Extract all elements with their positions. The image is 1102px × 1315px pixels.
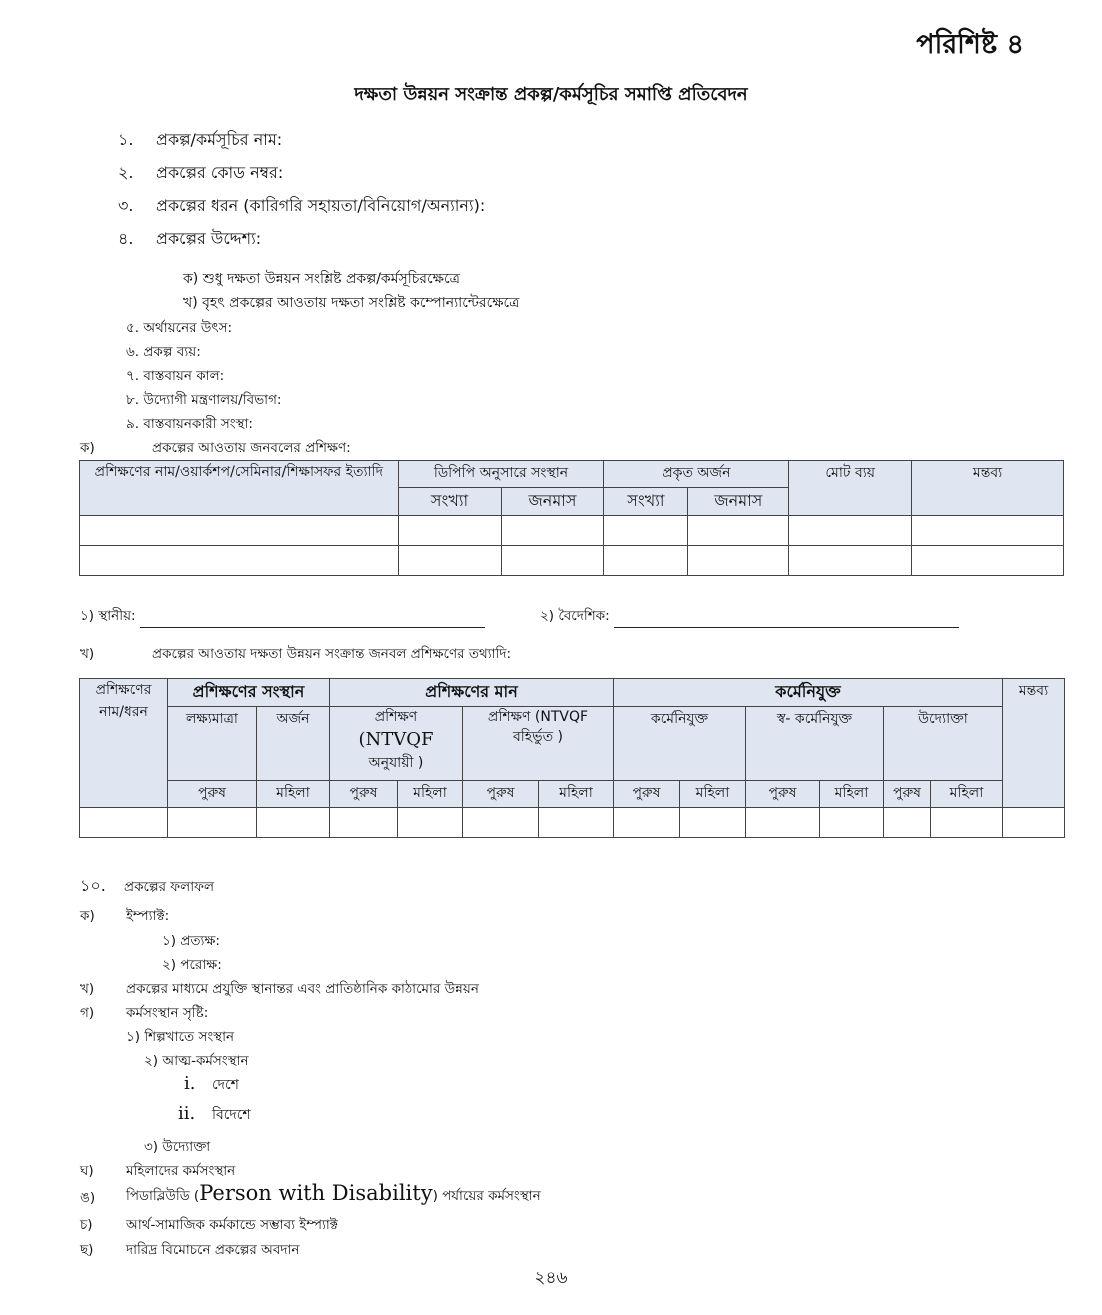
- table-cell: [912, 516, 1064, 546]
- item-number: ১.: [118, 130, 134, 149]
- item-6: ৬. প্রকল্প ব্যয়:: [126, 344, 201, 360]
- abroad-item: [178, 1103, 251, 1127]
- table-cell: [501, 516, 604, 546]
- section-ka-label: ক): [80, 440, 95, 456]
- training-standard-header: প্রশিক্ষণের মান: [330, 679, 614, 707]
- female-header: মহিলা: [398, 781, 463, 808]
- item-7: ৭. বাস্তবায়ন কাল:: [126, 368, 225, 384]
- poverty-label: ছ): [80, 1242, 94, 1258]
- roman-i: i.: [184, 1073, 196, 1094]
- foreign-blank-line[interactable]: [614, 613, 959, 628]
- male-header: পুরুষ: [746, 781, 820, 808]
- achievement-header: অর্জন: [257, 707, 330, 781]
- training-table: [79, 460, 1064, 576]
- item-text: প্রকল্প/কর্মসূচির নাম:: [156, 130, 283, 149]
- table-cell: [614, 808, 680, 838]
- training-name-type-header: প্রশিক্ষণের নাম/ধরন: [80, 679, 168, 808]
- training-provision-header: প্রশিক্ষণের সংস্থান: [168, 679, 330, 707]
- remarks-header: মন্তব্য: [912, 461, 1064, 516]
- male-header: পুরুষ: [330, 781, 398, 808]
- female-header: মহিলা: [680, 781, 746, 808]
- home-item: [184, 1073, 239, 1097]
- appendix-label: পরিশিষ্ট ৪: [916, 29, 1024, 60]
- item-5: ৫. অর্থায়নের উৎস:: [126, 320, 233, 336]
- training-name-header: প্রশিক্ষণের নাম/ওয়ার্কশপ/সেমিনার/শিক্ষাসফর ইত্যাদি: [80, 461, 399, 516]
- male-header: পুরুষ: [463, 781, 539, 808]
- total-cost-header: মোট ব্যয়: [789, 461, 912, 516]
- objective-subitem-ka: ক) শুধু দক্ষতা উন্নয়ন সংশ্লিষ্ট প্রকল্প/কর্মসূচিরক্ষেত্রে: [183, 271, 460, 287]
- table-cell: [604, 516, 688, 546]
- table-cell: [680, 808, 746, 838]
- self-employed-header: স্ব- কর্মেনিযুক্ত: [746, 707, 884, 781]
- table-cell: [820, 808, 884, 838]
- non-ntvqf-training-header: [463, 707, 614, 781]
- results-title: প্রকল্পের ফলাফল: [124, 879, 215, 895]
- manmonth-header: জনমাস: [688, 488, 789, 516]
- women-text: মহিলাদের কর্মসংস্থান: [126, 1163, 236, 1179]
- item-text: প্রকল্পের কোড নম্বর:: [156, 163, 284, 182]
- impact-text: ইম্প্যাক্ট:: [126, 908, 170, 924]
- industry-employment: ১) শিল্পখাতে সংস্থান: [126, 1029, 235, 1045]
- employed-header: কর্মেনিযুক্ত: [614, 679, 1003, 707]
- count-header: সংখ্যা: [398, 488, 501, 516]
- self-employment: ২) আত্ম-কর্মসংস্থান: [144, 1053, 249, 1069]
- table-cell: [604, 546, 688, 576]
- remarks-header: মন্তব্য: [1003, 679, 1065, 808]
- female-header: মহিলা: [931, 781, 1003, 808]
- section-ka-heading: প্রকল্পের আওতায় জনবলের প্রশিক্ষণ:: [152, 440, 351, 456]
- pwd-english: Person with Disability: [199, 1181, 433, 1205]
- foreign-field: [540, 605, 959, 628]
- table-cell: [1003, 808, 1065, 838]
- home-text: দেশে: [212, 1077, 239, 1093]
- socio-text: আর্থ-সামাজিক কর্মকান্ডে সম্ভাব্য ইম্প্যাক্ট: [126, 1217, 338, 1233]
- entrepreneur-header: উদ্যোক্তা: [884, 707, 1003, 781]
- section-kha-label: খ): [80, 646, 95, 662]
- impact-direct: ১) প্রত্যক্ষ:: [162, 933, 220, 949]
- table-cell: [257, 808, 330, 838]
- manmonth-header: জনমাস: [501, 488, 604, 516]
- foreign-label: ২) বৈদেশিক:: [540, 608, 610, 624]
- results-heading: [80, 873, 214, 900]
- table-cell: [501, 546, 604, 576]
- item-text: প্রকল্পের উদ্দেশ্য:: [156, 229, 262, 248]
- skill-training-table: [79, 678, 1065, 838]
- abroad-text: বিদেশে: [212, 1107, 251, 1123]
- page-title: দক্ষতা উন্নয়ন সংক্রান্ত প্রকল্প/কর্মসূচির সমাপ্তি প্রতিবেদন: [354, 84, 748, 105]
- table-row: [80, 808, 1065, 838]
- female-header: মহিলা: [820, 781, 884, 808]
- table-cell: [789, 546, 912, 576]
- entrepreneur-item: ৩) উদ্যোক্তা: [144, 1139, 211, 1155]
- ntvqf-line-3: অনুযায়ী ): [368, 755, 424, 771]
- table-cell: [330, 808, 398, 838]
- table-cell: [688, 516, 789, 546]
- local-field: [80, 605, 485, 628]
- item-1: [118, 127, 282, 154]
- table-cell: [80, 808, 168, 838]
- ntvqf-training-header: [330, 707, 463, 781]
- item-number: ২.: [118, 163, 134, 182]
- item-number: ৩.: [118, 196, 134, 215]
- table-cell: [80, 516, 399, 546]
- impact-label: ক): [80, 908, 95, 924]
- actual-achievement-header: প্রকৃত অর্জন: [604, 461, 789, 488]
- non-ntvqf-line-2: বহির্ভুত ): [512, 729, 563, 745]
- item-3: [118, 193, 485, 220]
- ntvqf-line-1: প্রশিক্ষণ: [374, 709, 418, 725]
- pwd-label: ঙ): [80, 1190, 96, 1206]
- male-header: পুরুষ: [168, 781, 257, 808]
- ntvqf-line-2: (NTVQF: [358, 729, 434, 750]
- item-number: ৪.: [118, 229, 134, 248]
- impact-indirect: ২) পরোক্ষ:: [162, 957, 222, 973]
- pwd-suffix: ) পর্যায়ের কর্মসংস্থান: [432, 1188, 541, 1204]
- table-cell: [80, 546, 399, 576]
- table-row: [80, 546, 1064, 576]
- roman-ii: ii.: [178, 1103, 196, 1124]
- target-header: লক্ষ্যমাত্রা: [168, 707, 257, 781]
- pwd-text: [126, 1181, 541, 1208]
- table-cell: [398, 808, 463, 838]
- pwd-prefix: পিডাব্লিউডি (: [126, 1188, 200, 1204]
- table-cell: [884, 808, 931, 838]
- poverty-text: দারিদ্র বিমোচনে প্রকল্পের অবদান: [126, 1242, 300, 1258]
- employed-sub-header: কর্মেনিযুক্ত: [614, 707, 746, 781]
- table-cell: [398, 546, 501, 576]
- tech-transfer-label: খ): [80, 981, 95, 997]
- page-number: ২৪৬: [534, 1268, 568, 1288]
- table-row: [80, 516, 1064, 546]
- tech-transfer-text: প্রকল্পের মাধ্যমে প্রযুক্তি স্থানান্তর এবং প্রাতিষ্ঠানিক কাঠামোর উন্নয়ন: [126, 981, 479, 997]
- results-number: ১০.: [80, 876, 106, 895]
- women-label: ঘ): [80, 1163, 94, 1179]
- non-ntvqf-line-1: প্রশিক্ষণ (NTVQF: [487, 709, 589, 725]
- table-cell: [688, 546, 789, 576]
- item-4: [118, 226, 261, 253]
- count-header: সংখ্যা: [604, 488, 688, 516]
- employment-label: গ): [80, 1005, 95, 1021]
- female-header: মহিলা: [539, 781, 614, 808]
- table-cell: [931, 808, 1003, 838]
- section-kha-heading: প্রকল্পের আওতায় দক্ষতা উন্নয়ন সংক্রান্ত জনবল প্রশিক্ষণের তথ্যাদি:: [152, 646, 512, 662]
- dpp-provision-header: ডিপিপি অনুসারে সংস্থান: [398, 461, 604, 488]
- table-cell: [746, 808, 820, 838]
- socio-label: চ): [80, 1217, 93, 1233]
- table-cell: [463, 808, 539, 838]
- male-header: পুরুষ: [884, 781, 931, 808]
- local-blank-line[interactable]: [140, 613, 485, 628]
- employment-text: কর্মসংস্থান সৃষ্টি:: [126, 1005, 209, 1021]
- local-label: ১) স্থানীয়:: [80, 608, 136, 624]
- male-header: পুরুষ: [614, 781, 680, 808]
- item-8: ৮. উদ্যোগী মন্ত্রণালয়/বিভাগ:: [126, 392, 282, 408]
- objective-subitem-kha: খ) বৃহৎ প্রকল্পের আওতায় দক্ষতা সংশ্লিষ্ট কম্পোন্যান্টেরক্ষেত্রে: [183, 295, 520, 311]
- item-text: প্রকল্পের ধরন (কারিগরি সহায়তা/বিনিয়োগ/অন্যান্য):: [156, 196, 486, 215]
- table-cell: [912, 546, 1064, 576]
- item-2: [118, 160, 283, 187]
- item-9: ৯. বাস্তবায়নকারী সংস্থা:: [126, 416, 253, 432]
- table-cell: [398, 516, 501, 546]
- female-header: মহিলা: [257, 781, 330, 808]
- table-cell: [789, 516, 912, 546]
- table-cell: [539, 808, 614, 838]
- table-cell: [168, 808, 257, 838]
